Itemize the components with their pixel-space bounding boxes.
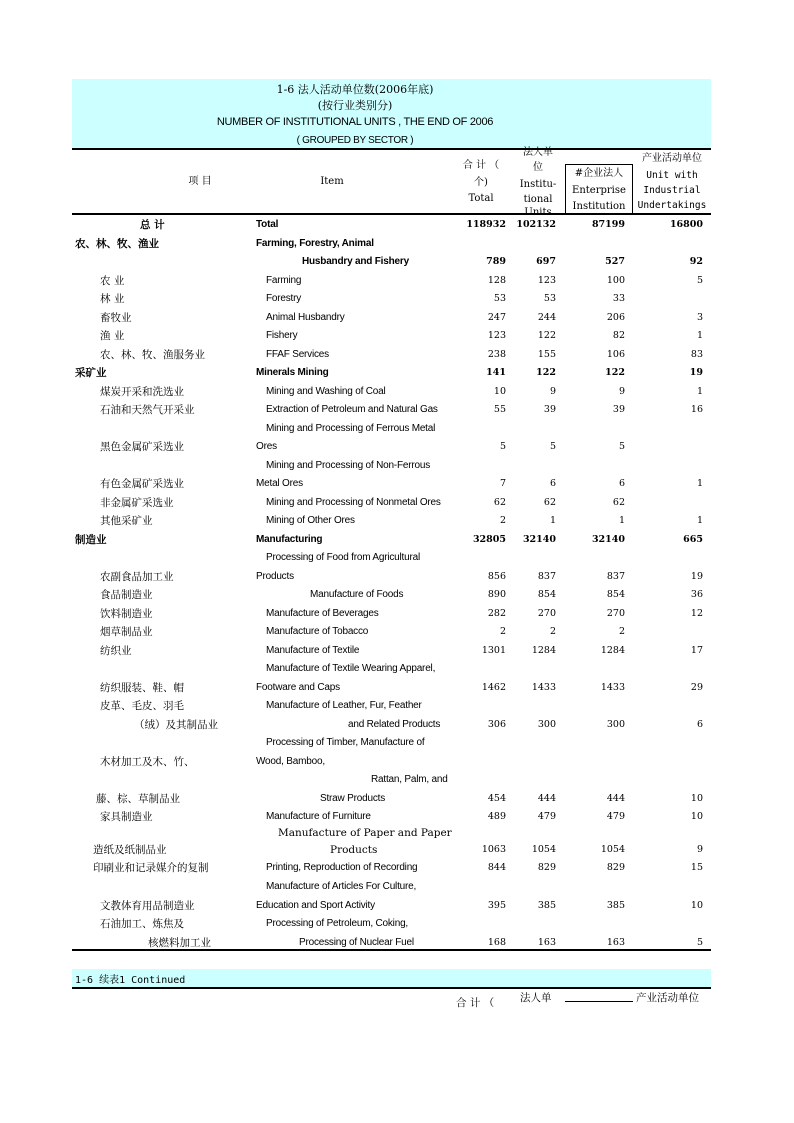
row-value-industrial: 10 [690,900,703,911]
row-value-enterprise: 444 [606,793,625,804]
row-value-institutional: 102132 [516,219,556,230]
row-label-en: Manufacture of Leather, Fur, Feather [266,700,422,711]
header-item-cn: 项 目 [188,176,212,187]
row-value-industrial: 1 [696,515,703,526]
row-label-cn: 印刷业和记录媒介的复制 [93,862,209,874]
row-value-industrial: 36 [690,589,703,600]
row-value-enterprise: 39 [612,404,625,415]
row-label-en: Manufacture of Paper and Paper [278,827,452,839]
row-label-cn: （绒）及其制品业 [134,719,218,731]
row-value-total: 2 [499,626,506,637]
row-value-enterprise: 206 [606,312,625,323]
row-value-institutional: 53 [543,293,556,304]
row-value-institutional: 1433 [531,682,556,693]
row-label-cn: 农 业 [100,275,125,287]
row-value-enterprise: 527 [605,256,625,267]
header-subrule [565,164,633,165]
row-value-institutional: 2 [549,626,556,637]
row-label-en: Manufacture of Articles For Culture, [266,881,417,892]
row-value-total: 62 [493,497,506,508]
row-label-cn: 农副食品加工业 [100,571,174,583]
row-value-institutional: 270 [537,608,556,619]
bottom-rule [72,949,711,951]
row-value-institutional: 123 [537,275,556,286]
row-value-total: 32805 [472,534,506,545]
row-label-en: Minerals Mining [256,367,329,378]
header-legal-cn2: 位 [533,162,543,173]
row-label-cn: 制造业 [75,534,107,546]
row-label-en: Rattan, Palm, and [371,774,448,785]
row-value-industrial: 6 [696,719,703,730]
row-label-en: Manufacture of Textile [266,645,360,656]
row-label-cn: 黑色金属矿采选业 [100,441,184,453]
row-label-cn: 木材加工及木、竹、 [100,756,195,768]
header-rule [72,213,711,215]
row-value-institutional: 854 [537,589,556,600]
header-total-cn2: 个) [474,177,488,188]
row-label-cn: 其他采矿业 [100,515,153,527]
row-value-total: 123 [487,330,506,341]
row-value-institutional: 155 [537,349,556,360]
subtitle-en: ( GROUPED BY SECTOR ) [296,135,414,146]
row-label-en: Printing, Reproduction of Recording [266,862,418,873]
row-label-en: Processing of Timber, Manufacture of [266,737,425,748]
row-value-institutional: 385 [537,900,556,911]
row-label-cn: 核燃料加工业 [148,937,211,949]
row-label-cn: 藤、棕、草制品业 [96,793,180,805]
row-value-institutional: 829 [537,862,556,873]
header-legal-cn: 法人单 [523,147,553,158]
row-value-industrial: 83 [690,349,703,360]
row-label-cn: 农、林、牧、渔业 [75,238,159,250]
header-ent-cn: #企业法人 [574,168,624,179]
row-value-institutional: 163 [537,937,556,948]
continued-ind-cn: 产业活动单位 [636,992,699,1004]
row-value-enterprise: 33 [612,293,625,304]
row-value-total: 306 [487,719,506,730]
row-label-en: Manufacture of Foods [310,589,404,600]
row-value-institutional: 444 [537,793,556,804]
row-value-total: 5 [499,441,506,452]
row-value-enterprise: 82 [612,330,625,341]
row-value-institutional: 697 [536,256,556,267]
row-label-cn: 石油和天然气开采业 [100,404,195,416]
row-value-enterprise: 837 [606,571,625,582]
row-label-cn: 渔 业 [100,330,125,342]
row-value-institutional: 6 [549,478,556,489]
row-value-enterprise: 1433 [600,682,625,693]
header-legal-en2: tional [523,194,553,205]
row-label-en: Fishery [266,330,298,341]
row-label-en: Total [256,219,279,230]
row-label-en: Processing of Food from Agricultural [266,552,420,563]
row-value-total: 7 [499,478,506,489]
row-label-en: Mining and Processing of Ferrous Metal [266,423,436,434]
header-ind-en3: Undertakings [637,200,707,211]
row-value-industrial: 10 [690,793,703,804]
row-value-enterprise: 300 [606,719,625,730]
continued-header [0,990,794,1009]
row-value-total: 128 [487,275,506,286]
row-value-enterprise: 87199 [591,219,625,230]
row-value-total: 395 [487,900,506,911]
row-label-en: Processing of Nuclear Fuel [299,937,414,948]
continued-legal-cn: 法人单 [520,992,552,1004]
row-label-cn: 食品制造业 [100,589,153,601]
row-label-en: Manufacture of Furniture [266,811,371,822]
row-label-en: FFAF Services [266,349,329,360]
row-label-cn: 总 计 [140,219,165,231]
row-label-en: Products [330,844,378,856]
row-value-industrial: 1 [696,386,703,397]
row-value-institutional: 1054 [531,844,556,855]
row-value-institutional: 837 [537,571,556,582]
row-value-total: 2 [499,515,506,526]
row-value-total: 238 [487,349,506,360]
row-label-en: Husbandry and Fishery [302,256,409,267]
row-value-industrial: 29 [690,682,703,693]
row-label-en: Mining of Other Ores [266,515,355,526]
row-value-industrial: 5 [696,275,703,286]
row-value-institutional: 1 [549,515,556,526]
row-label-en: Straw Products [320,793,386,804]
row-label-cn: 皮革、毛皮、羽毛 [100,700,184,712]
continued-subrule [565,1001,633,1002]
title-cn: 1-6 法人活动单位数(2006年底) [276,83,434,96]
row-label-en: Footware and Caps [256,682,340,693]
row-value-enterprise: 854 [606,589,625,600]
row-value-institutional: 300 [537,719,556,730]
row-value-enterprise: 122 [605,367,625,378]
row-value-industrial: 92 [689,256,703,267]
row-label-cn: 农、林、牧、渔服务业 [100,349,205,361]
row-value-total: 890 [487,589,506,600]
row-value-industrial: 19 [689,367,703,378]
row-value-institutional: 39 [543,404,556,415]
row-value-industrial: 5 [696,937,703,948]
row-label-en: Extraction of Petroleum and Natural Gas [266,404,438,415]
row-value-enterprise: 5 [618,441,625,452]
row-value-enterprise: 829 [606,862,625,873]
row-value-industrial: 12 [690,608,703,619]
row-value-enterprise: 1284 [600,645,625,656]
row-value-enterprise: 6 [618,478,625,489]
row-value-total: 118932 [466,219,506,230]
row-value-institutional: 32140 [522,534,556,545]
title-en: NUMBER OF INSTITUTIONAL UNITS , THE END OF 2006 [216,116,494,128]
row-value-industrial: 17 [690,645,703,656]
row-value-total: 844 [487,862,506,873]
row-value-institutional: 1284 [531,645,556,656]
row-label-en: Manufacture of Textile Wearing Apparel, [266,663,436,674]
header-legal-en3 [510,205,566,213]
row-label-en: Education and Sport Activity [256,900,375,911]
row-value-industrial: 16800 [669,219,703,230]
row-value-enterprise: 9 [618,386,625,397]
row-value-enterprise: 1054 [600,844,625,855]
row-label-en: Farming, Forestry, Animal [256,238,374,249]
row-label-en: Products [256,571,294,582]
row-value-total: 856 [487,571,506,582]
row-label-en: Forestry [266,293,302,304]
row-value-enterprise: 1 [618,515,625,526]
row-label-en: Metal Ores [256,478,303,489]
header-ind-en1: Unit with [646,170,698,181]
row-value-institutional: 479 [537,811,556,822]
header-ind-en2: Industrial [643,185,701,196]
row-value-industrial: 1 [696,478,703,489]
row-value-institutional: 122 [536,367,556,378]
row-value-total: 489 [487,811,506,822]
row-value-institutional: 244 [537,312,556,323]
row-label-en: Manufacturing [256,534,323,545]
top-rule [72,148,711,150]
row-value-institutional: 5 [549,441,556,452]
row-label-cn: 石油加工、炼焦及 [100,918,184,930]
row-label-cn: 烟草制品业 [100,626,153,638]
header-ind-cn: 产业活动单位 [642,153,702,164]
row-value-enterprise: 385 [606,900,625,911]
row-label-cn: 纺织服装、鞋、帽 [100,682,184,694]
row-label-cn: 文教体育用品制造业 [100,900,195,912]
row-value-total: 1063 [481,844,506,855]
row-value-enterprise: 32140 [591,534,625,545]
row-label-cn: 造纸及纸制品业 [93,844,167,856]
row-label-en: Mining and Washing of Coal [266,386,386,397]
row-value-total: 141 [486,367,506,378]
row-label-cn: 采矿业 [75,367,107,379]
row-label-en: Processing of Petroleum, Coking, [266,918,409,929]
row-label-cn: 饮料制造业 [100,608,153,620]
row-label-cn: 非金属矿采选业 [100,497,174,509]
row-value-enterprise: 479 [606,811,625,822]
row-value-industrial: 3 [696,312,703,323]
row-label-en: Animal Husbandry [266,312,345,323]
row-value-total: 55 [493,404,506,415]
header-legal-en1: Institu- [519,179,557,190]
row-value-industrial: 665 [683,534,703,545]
row-label-cn: 煤炭开采和洗选业 [100,386,184,398]
row-value-institutional: 62 [543,497,556,508]
row-value-industrial: 15 [690,862,703,873]
row-value-enterprise: 62 [612,497,625,508]
row-value-industrial: 19 [690,571,703,582]
row-label-en: Manufacture of Beverages [266,608,379,619]
row-value-total: 247 [487,312,506,323]
continued-label: 1-6 续表1 Continued [75,975,186,986]
header-ent-en2: Institution [572,201,626,212]
row-label-cn: 家具制造业 [100,811,153,823]
row-label-en: Ores [256,441,277,452]
row-value-total: 168 [487,937,506,948]
row-value-enterprise: 270 [606,608,625,619]
header-item-en: Item [320,176,344,187]
row-value-total: 1301 [481,645,506,656]
row-value-industrial: 9 [696,844,703,855]
row-value-total: 282 [487,608,506,619]
row-value-institutional: 9 [549,386,556,397]
row-label-cn: 林 业 [100,293,125,305]
row-value-institutional: 122 [537,330,556,341]
header-total-cn: 合 计 （ [462,160,500,171]
row-value-industrial: 16 [690,404,703,415]
header-total-en: Total [468,193,494,204]
header-ent-en1: Enterprise [572,185,626,196]
row-value-industrial: 10 [690,811,703,822]
row-value-total: 454 [487,793,506,804]
row-label-en: Mining and Processing of Non-Ferrous [266,460,430,471]
row-label-en: Manufacture of Tobacco [266,626,369,637]
row-label-en: and Related Products [348,719,441,730]
row-value-enterprise: 163 [606,937,625,948]
row-value-enterprise: 106 [606,349,625,360]
row-label-en: Wood, Bamboo, [256,756,325,767]
continued-rule [72,987,711,989]
row-label-cn: 畜牧业 [100,312,132,324]
row-value-industrial: 1 [696,330,703,341]
row-label-en: Mining and Processing of Nonmetal Ores [266,497,441,508]
row-value-total: 53 [493,293,506,304]
row-value-total: 1462 [481,682,506,693]
row-value-total: 10 [493,386,506,397]
row-value-enterprise: 100 [606,275,625,286]
row-label-en: Farming [266,275,302,286]
row-label-cn: 有色金属矿采选业 [100,478,184,490]
subtitle-cn: (按行业类别分) [317,99,393,112]
continued-total-cn: 合 计 （ [456,997,495,1009]
row-value-total: 789 [486,256,506,267]
row-label-cn: 纺织业 [100,645,132,657]
row-value-enterprise: 2 [618,626,625,637]
